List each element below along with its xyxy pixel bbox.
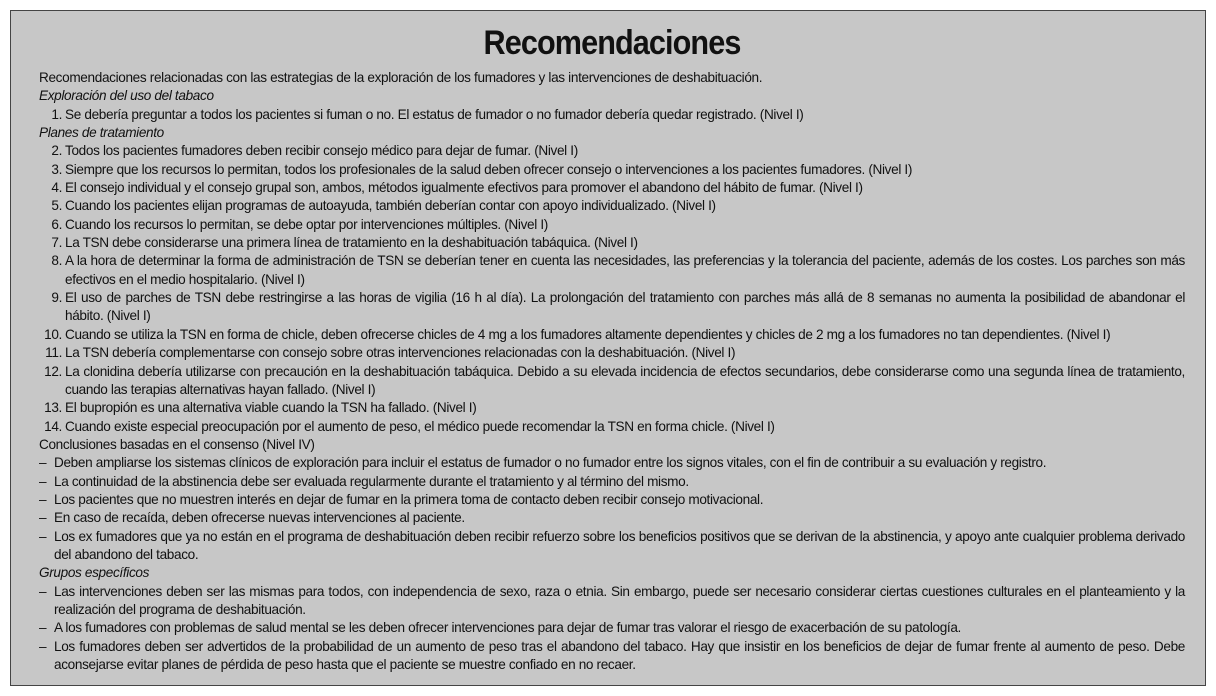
intro-text: Recomendaciones relacionadas con las estrategias de la exploración de los fumadores y las intervenciones de deshabituación. (39, 70, 763, 85)
list-item (39, 252, 1185, 289)
box-title: Recomendaciones (483, 24, 741, 62)
item-number: 12. (44, 363, 62, 379)
item-number: 11. (45, 345, 62, 361)
item-number: 7. (51, 235, 62, 251)
item-number: 14. (44, 418, 62, 434)
dash-bullet: – (39, 455, 47, 471)
item-text: Siempre que los recursos lo permitan, todos los profesionales de la salud deben ofrecer consejo o intervenciones a los pacientes fumadores. (Nivel I) (65, 161, 913, 177)
item-text: Cuando se utiliza la TSN en forma de chicle, deben ofrecerse chicles de 4 mg a los fumadores altamente dependientes y chicles de 2 mg a los fumadores no tan dependientes. (Nivel I) (65, 326, 1111, 342)
list-item (39, 234, 1185, 252)
bullet-list-consenso (39, 454, 1185, 564)
list-item (39, 197, 1185, 215)
item-number: 6. (51, 216, 62, 232)
item-number: 10. (44, 326, 62, 342)
item-number: 5. (51, 198, 62, 214)
list-item (39, 289, 1185, 326)
item-text: Todos los pacientes fumadores deben recibir consejo médico para dejar de fumar. (Nivel I) (65, 143, 578, 159)
list-item (39, 326, 1185, 344)
list-item (39, 179, 1185, 197)
item-number: 4. (51, 180, 62, 196)
list-item (39, 418, 1185, 436)
item-text: Cuando los pacientes elijan programas de autoayuda, también deberían contar con apoyo individualizado. (Nivel I) (65, 198, 716, 214)
list-item (39, 583, 1185, 620)
dash-bullet: – (39, 583, 47, 599)
item-text: El bupropión es una alternativa viable cuando la TSN ha fallado. (Nivel I) (65, 400, 477, 416)
item-text: Cuando existe especial preocupación por el aumento de peso, el médico puede recomendar la TSN en forma chicle. (Nivel I) (65, 418, 775, 434)
item-number: 8. (51, 253, 62, 269)
item-text: La TSN debe considerarse una primera línea de tratamiento en la deshabituación tabáquica. (Nivel I) (65, 235, 638, 251)
numbered-list-planes (39, 142, 1185, 436)
item-text: Deben ampliarse los sistemas clínicos de exploración para incluir el estatus de fumador o no fumador entre los signos vitales, con el fin de contribuir a su evaluación y registro. (54, 455, 1047, 471)
item-text: La TSN debería complementarse con consejo sobre otras intervenciones relacionadas con la deshabituación. (Nivel I) (65, 345, 736, 361)
bullet-list-grupos (39, 583, 1185, 675)
list-item (39, 528, 1185, 565)
item-text: Los fumadores deben ser advertidos de la probabilidad de un aumento de peso tras el abandono del tabaco. Hay que insistir en los beneficios de dejar de fumar frente al aumento de peso. Debe aconsejarse evitar planes de pérdida de peso hasta que el paciente se muestre confiado en no recaer. (54, 638, 1185, 672)
item-text: El consejo individual y el consejo grupal son, ambos, métodos igualmente efectivos para promover el abandono del hábito de fumar. (Nivel I) (65, 180, 863, 196)
item-number: 13. (44, 400, 62, 416)
dash-bullet: – (39, 510, 47, 526)
list-item (39, 216, 1185, 234)
list-item (39, 161, 1185, 179)
item-text: Las intervenciones deben ser las mismas para todos, con independencia de sexo, raza o etnia. Sin embargo, puede ser necesario considerar ciertas cuestiones culturales en el planteamiento y la realización del programa de deshabituación. (54, 583, 1185, 617)
list-item (39, 106, 1185, 124)
item-text: En caso de recaída, deben ofrecerse nuevas intervenciones al paciente. (54, 510, 465, 526)
list-item (39, 473, 1185, 491)
section-heading-exploracion: Exploración del uso del tabaco (39, 88, 214, 104)
recommendations-box (10, 10, 1206, 686)
item-number: 3. (51, 161, 62, 177)
dash-bullet: – (39, 620, 47, 636)
section-heading-planes: Planes de tratamiento (39, 125, 164, 141)
item-text: A la hora de determinar la forma de administración de TSN se deberían tener en cuenta las necesidades, las preferencias y la tolerancia del paciente, además de los costes. Los parches son más efectivos en el medio hospitalario. (Nivel I) (65, 253, 1185, 287)
item-text: Los ex fumadores que ya no están en el programa de deshabituación deben recibir refuerzo sobre los beneficios positivos que se derivan de la abstinencia, y apoyo ante cualquier problema derivado del abandono del tabaco. (54, 528, 1185, 562)
list-item (39, 509, 1185, 527)
item-text: La clonidina debería utilizarse con precaución en la deshabituación tabáquica. Debido a su elevada incidencia de efectos secundarios, debe considerarse como una segunda línea de tratamiento, cuando las terapias alternativas hayan fallado. (Nivel I) (65, 363, 1185, 397)
item-number: 9. (51, 290, 62, 306)
item-text: La continuidad de la abstinencia debe ser evaluada regularmente durante el tratamiento y al término del mismo. (54, 473, 689, 489)
list-item (39, 363, 1185, 400)
list-item (39, 638, 1185, 675)
dash-bullet: – (39, 491, 47, 507)
list-item (39, 491, 1185, 509)
list-item (39, 344, 1185, 362)
section-heading-grupos: Grupos específicos (39, 565, 150, 581)
item-text: Se debería preguntar a todos los pacientes si fuman o no. El estatus de fumador o no fumador debería quedar registrado. (Nivel I) (65, 106, 804, 122)
list-item (39, 454, 1185, 472)
numbered-list-exploracion (39, 106, 1185, 124)
list-item (39, 619, 1185, 637)
item-number: 2. (51, 143, 62, 159)
section-heading-consenso: Conclusiones basadas en el consenso (Nivel IV) (39, 436, 315, 452)
dash-bullet: – (39, 528, 47, 544)
item-number: 1. (51, 106, 62, 122)
item-text: El uso de parches de TSN debe restringirse a las horas de vigilia (16 h al día). La prolongación del tratamiento con parches más allá de 8 semanas no aumenta la posibilidad de abandonar el hábito. (Nivel I) (65, 290, 1185, 324)
dash-bullet: – (39, 473, 47, 489)
list-item (39, 142, 1185, 160)
item-text: Cuando los recursos lo permitan, se debe optar por intervenciones múltiples. (Nivel I) (65, 216, 548, 232)
item-text: Los pacientes que no muestren interés en dejar de fumar en la primera toma de contacto deben recibir consejo motivacional. (54, 491, 764, 507)
list-item (39, 399, 1185, 417)
item-text: A los fumadores con problemas de salud mental se les deben ofrecer intervenciones para dejar de fumar tras valorar el riesgo de exacerbación de su patología. (54, 620, 961, 636)
dash-bullet: – (39, 638, 47, 654)
